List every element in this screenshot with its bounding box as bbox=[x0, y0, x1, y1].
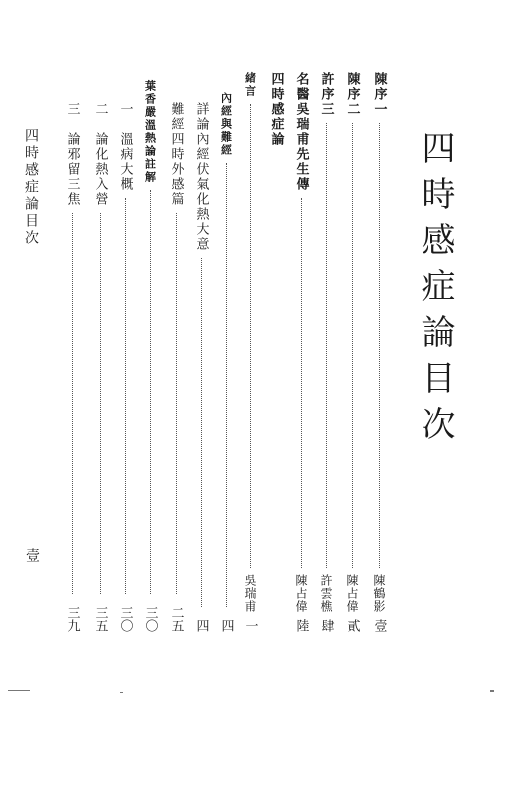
toc-entry bbox=[92, 102, 108, 632]
toc-entry-author: 吳瑞甫 bbox=[243, 574, 257, 613]
toc-entry-page: 四 bbox=[218, 619, 234, 632]
toc-entry-page: 貳 bbox=[344, 619, 360, 632]
toc-entry-author: 陳鶴影 bbox=[372, 574, 386, 613]
dot-leader bbox=[352, 123, 353, 568]
scan-speck bbox=[490, 690, 494, 692]
toc-entry bbox=[117, 102, 133, 632]
toc-entry-label: 詳論內經伏氣化熱大意 bbox=[193, 102, 209, 252]
dot-leader bbox=[226, 163, 227, 607]
toc-title: 四時感症論目次 bbox=[415, 130, 455, 452]
toc-entry-page: 四 bbox=[193, 619, 209, 632]
toc-entry-label: 三 論邪留三焦 bbox=[64, 102, 80, 207]
dot-leader bbox=[250, 104, 251, 568]
toc-entry-label: 名醫吳瑞甫先生傳 bbox=[293, 72, 309, 192]
toc-entry-page: 陸 bbox=[293, 619, 309, 632]
toc-entry bbox=[142, 80, 158, 632]
dot-leader bbox=[176, 213, 177, 594]
toc-section-heading bbox=[268, 72, 284, 632]
running-header: 四時感症論目次 bbox=[23, 128, 39, 247]
dot-leader bbox=[100, 213, 101, 594]
toc-entry bbox=[64, 102, 80, 632]
toc-entry-author: 陳占偉 bbox=[294, 574, 308, 613]
toc-entry-page: 三〇 bbox=[142, 606, 158, 632]
dot-leader bbox=[379, 123, 380, 568]
toc-entry-label: 緒言 bbox=[243, 72, 257, 98]
toc-entry-page: 壹 bbox=[371, 619, 387, 632]
toc-entry-page: 肆 bbox=[318, 619, 334, 632]
toc-entry-page: 三〇 bbox=[117, 606, 133, 632]
toc-entry-label: 陳序一 bbox=[371, 72, 387, 117]
toc-entry-label: 許序三 bbox=[318, 72, 334, 117]
toc-entry bbox=[193, 102, 209, 632]
toc-entry-page: 三五 bbox=[92, 606, 108, 632]
dot-leader bbox=[150, 190, 151, 594]
toc-entry bbox=[242, 72, 258, 632]
scan-speck bbox=[8, 690, 30, 691]
dot-leader bbox=[326, 123, 327, 568]
toc-entry-label: 二 論化熱入營 bbox=[92, 102, 108, 207]
toc-entry-page: 二五 bbox=[168, 606, 184, 632]
dot-leader bbox=[301, 198, 302, 568]
page-folio: 壹 bbox=[24, 548, 40, 562]
toc-entry bbox=[293, 72, 309, 632]
scan-speck bbox=[120, 692, 123, 693]
toc-entry-label: 陳序二 bbox=[344, 72, 360, 117]
toc-entry-label: 四時感症論 bbox=[268, 72, 284, 147]
toc-entry bbox=[371, 72, 387, 632]
toc-entry-page: 一 bbox=[242, 619, 258, 632]
toc-entry bbox=[168, 102, 184, 632]
toc-entry-label: 葉香嚴溫熱論註解 bbox=[143, 80, 157, 184]
dot-leader bbox=[125, 198, 126, 594]
toc-entry-page: 三九 bbox=[64, 606, 80, 632]
toc-entry bbox=[318, 72, 334, 632]
toc-entry bbox=[218, 92, 234, 632]
toc-entry-label: 一 溫病大概 bbox=[117, 102, 133, 192]
dot-leader bbox=[201, 258, 202, 607]
toc-entry-label: 難經四時外感篇 bbox=[168, 102, 184, 207]
toc-entry-author: 陳占偉 bbox=[345, 574, 359, 613]
toc-entry bbox=[344, 72, 360, 632]
toc-entry-author: 許雲樵 bbox=[319, 574, 333, 613]
dot-leader bbox=[72, 213, 73, 594]
toc-entry-label: 內經與難經 bbox=[219, 92, 233, 157]
